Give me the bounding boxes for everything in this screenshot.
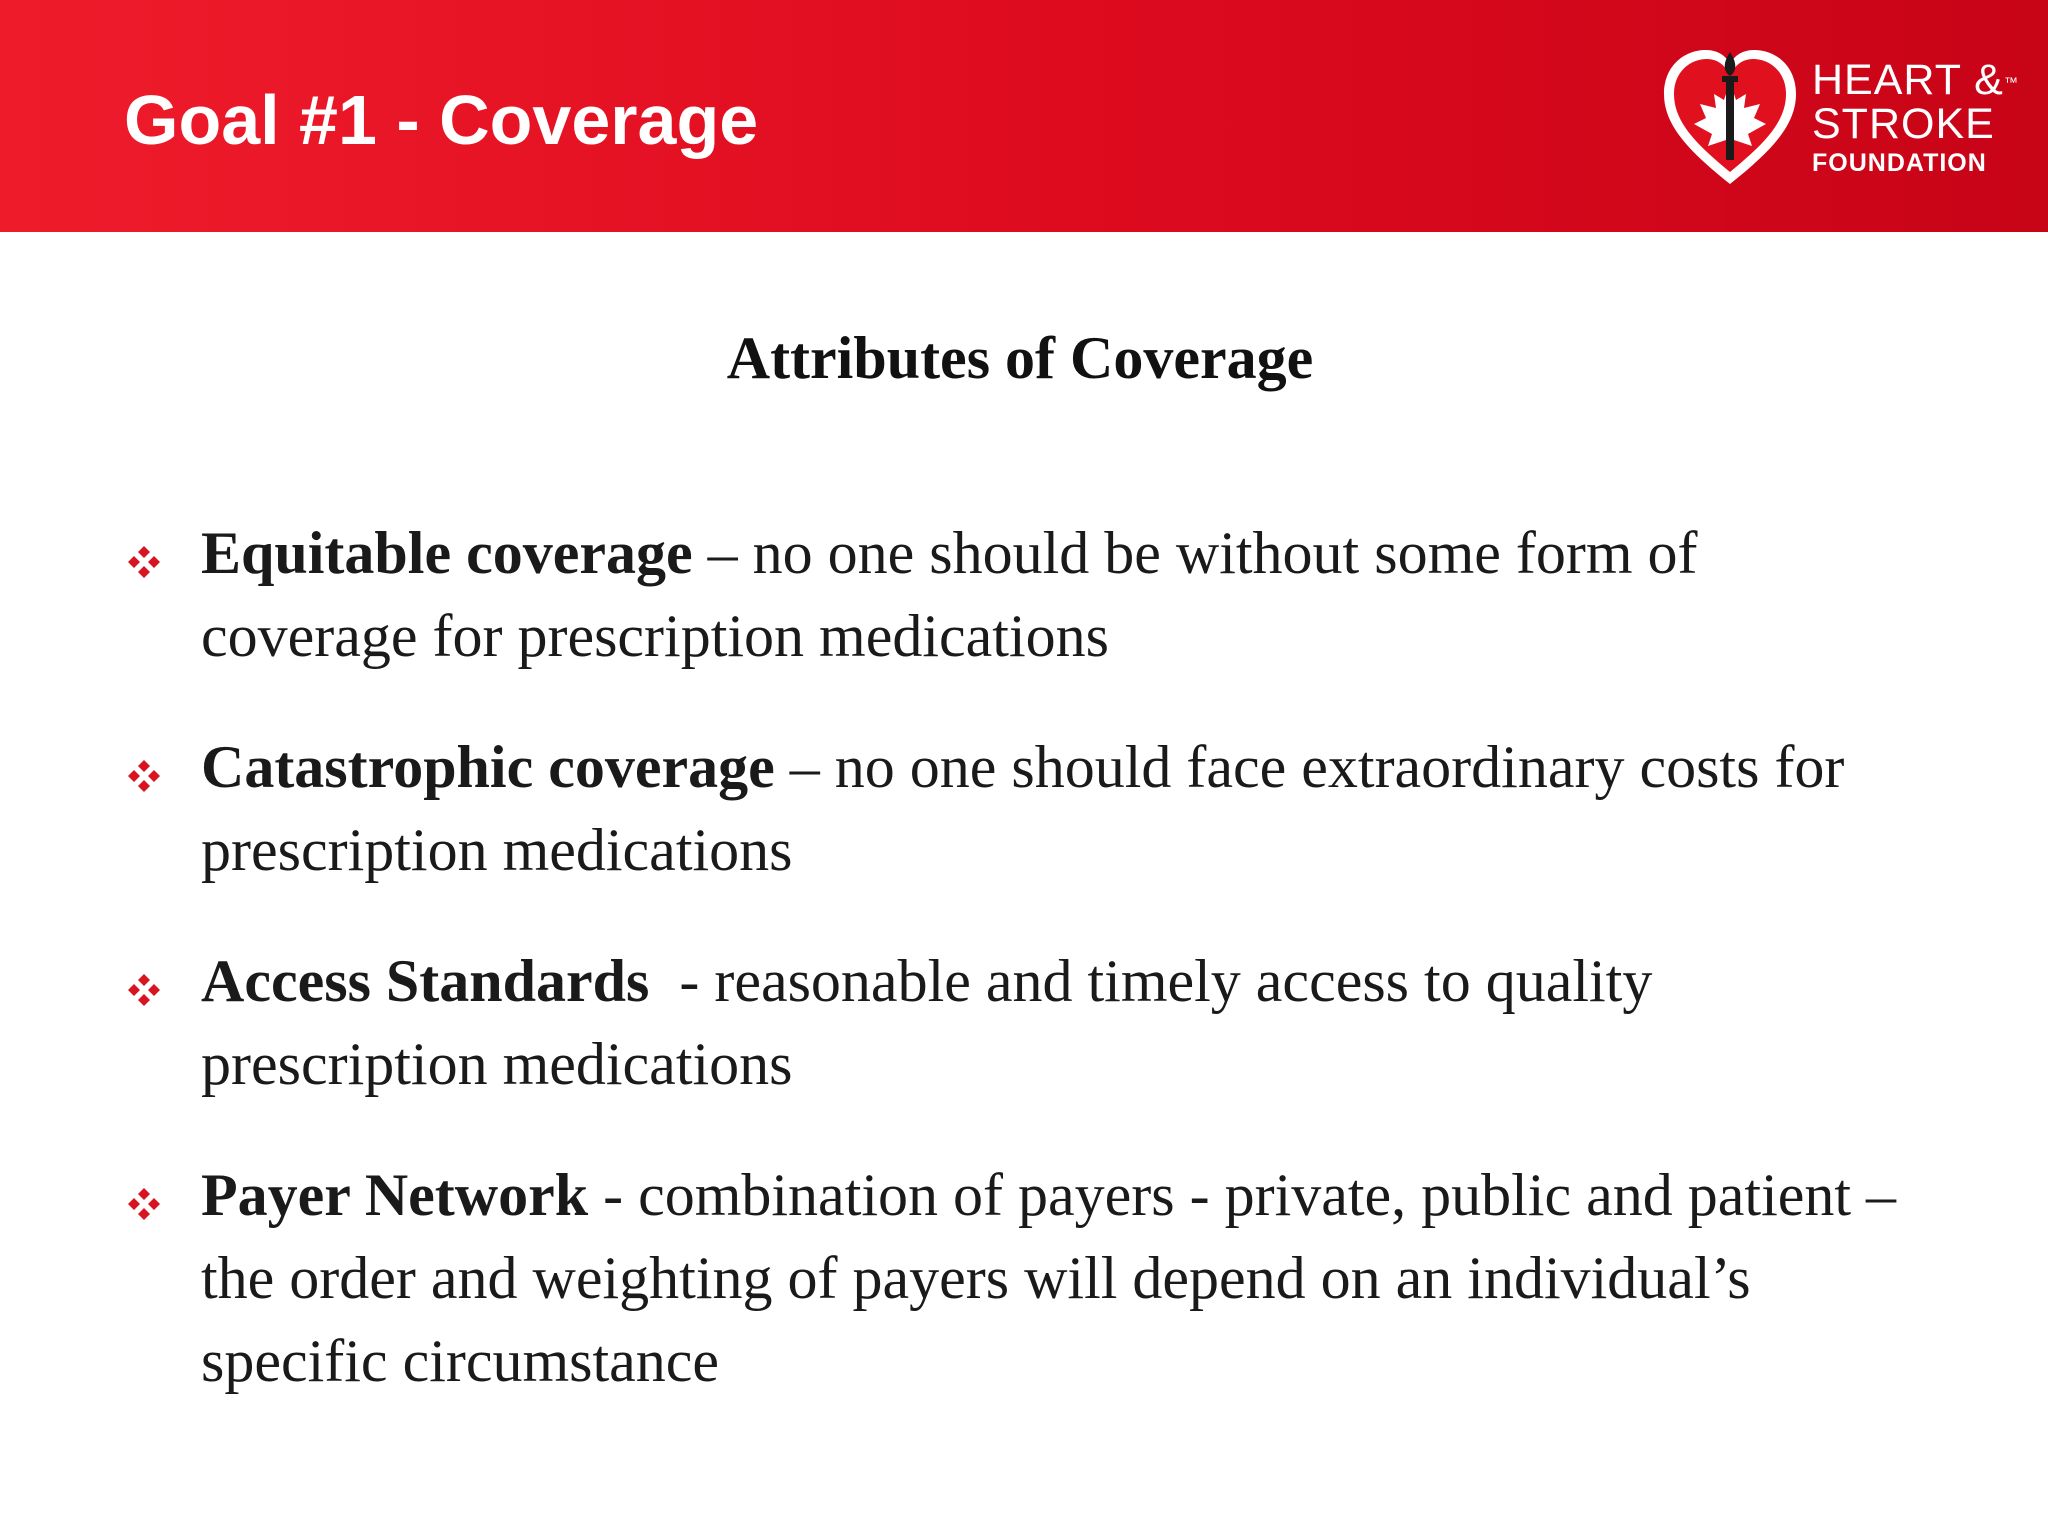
- bullet-term: Equitable coverage: [201, 520, 693, 586]
- red-diamond-bullet-icon: [124, 756, 164, 796]
- bullet-description: - combination of payers - private, public and patient – the order and weighting of payers will depend on an individual’s specific circumstance: [201, 1162, 1897, 1394]
- list-item: [124, 726, 1924, 892]
- heart-and-stroke-logo: [1660, 44, 2030, 190]
- section-heading: Attributes of Coverage: [726, 325, 1314, 391]
- logo-wordmark: [1812, 58, 2019, 180]
- logo-line-foundation: FOUNDATION: [1812, 149, 1987, 177]
- red-diamond-bullet-icon: [124, 542, 164, 582]
- bullet-description: – no one should face extraordinary costs for prescription medications: [201, 734, 1845, 883]
- logo-line-heart: HEART &™: [1812, 56, 2019, 104]
- list-item: [124, 512, 1924, 678]
- bullet-term: Access Standards: [201, 948, 650, 1014]
- trademark-symbol: ™: [2003, 74, 2019, 90]
- bullet-description: – no one should be without some form of coverage for prescription medications: [201, 520, 1698, 669]
- list-item: [124, 940, 1924, 1106]
- heart-maple-leaf-torch-icon: [1660, 44, 1800, 190]
- red-diamond-bullet-icon: [124, 970, 164, 1010]
- bullet-description: - reasonable and timely access to quality prescription medications: [201, 948, 1668, 1097]
- list-item: [124, 1154, 1924, 1403]
- red-diamond-bullet-icon: [124, 1184, 164, 1224]
- logo-line-stroke: STROKE: [1812, 100, 1995, 148]
- bullet-list: [124, 512, 1924, 1451]
- bullet-term: Catastrophic coverage: [201, 734, 775, 800]
- header-banner: [0, 0, 2048, 232]
- bullet-term: Payer Network: [201, 1162, 589, 1228]
- slide-title: Goal #1 - Coverage: [124, 81, 759, 159]
